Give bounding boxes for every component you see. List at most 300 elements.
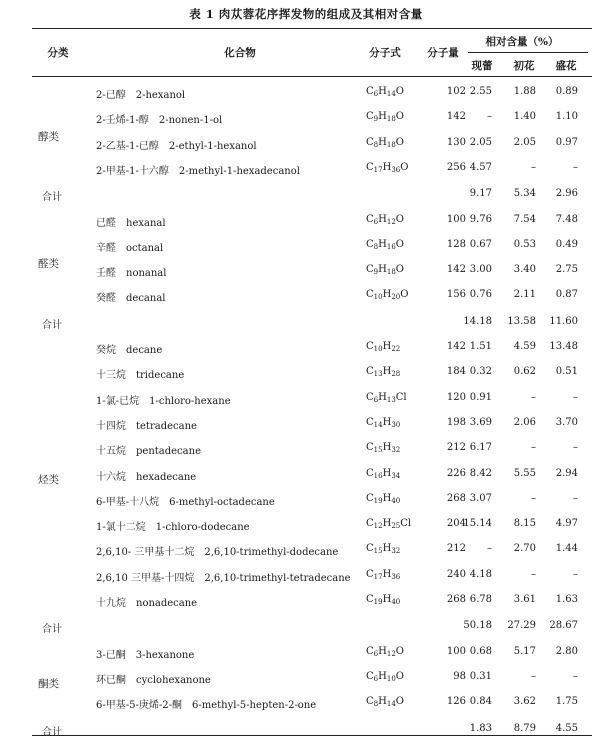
table-row — [0, 392, 612, 417]
compound-en: 2,6,10-trimethyl-dodecane — [204, 547, 339, 559]
compound-en: tetradecane — [136, 420, 197, 432]
total-early-bloom: 8.79 — [513, 722, 536, 734]
value-full-bloom: – — [573, 568, 578, 580]
formula-element: H — [382, 568, 392, 580]
compound-en: nonanal — [126, 268, 167, 280]
compound-cn: 癸烷 — [96, 345, 116, 356]
molecular-weight: 240 — [446, 568, 466, 580]
formula-count: 20 — [391, 293, 401, 302]
value-early-bloom: 5.55 — [513, 467, 536, 479]
compound-cn: 十三烷 — [96, 370, 126, 382]
compound-cn: 3-已酮 — [96, 649, 126, 661]
formula-count: 10 — [373, 293, 383, 302]
compound-name — [96, 86, 185, 101]
value-full-bloom: – — [573, 492, 578, 504]
table-row — [0, 137, 612, 162]
value-full-bloom: – — [573, 161, 578, 173]
formula-count: 28 — [391, 370, 401, 379]
compound-name — [96, 646, 194, 661]
value-bud: – — [487, 543, 492, 555]
compound-cn: 辛醛 — [96, 242, 116, 254]
formula-count: 15 — [373, 547, 383, 556]
formula-element: H — [378, 213, 387, 225]
compound-name — [96, 696, 316, 711]
compound-en: cyclohexanone — [136, 674, 211, 686]
formula-element: C — [366, 568, 374, 580]
compound-name — [96, 671, 211, 686]
formula-element: O — [400, 289, 409, 301]
formula-count: 14 — [373, 420, 383, 429]
compound-cn: 1-氯-已烷 — [96, 395, 140, 407]
table-row — [0, 111, 612, 136]
value-early-bloom: 0.53 — [513, 238, 536, 250]
compound-en: hexadecane — [136, 471, 197, 483]
formula-element: C — [366, 161, 374, 173]
formula-count: 8 — [373, 140, 379, 149]
molecular-formula — [366, 518, 411, 529]
header-full-bloom: 盛花 — [555, 60, 577, 72]
molecular-formula — [366, 493, 400, 504]
value-bud: 9.76 — [469, 213, 492, 225]
value-bud: 0.31 — [469, 670, 492, 682]
formula-count: 34 — [391, 471, 401, 480]
total-full-bloom: 28.67 — [549, 620, 578, 632]
molecular-formula — [366, 646, 404, 657]
compound-name — [96, 214, 166, 229]
value-early-bloom: – — [531, 568, 536, 580]
compound-name — [96, 518, 250, 533]
table-row — [0, 417, 612, 442]
bottom-rule — [32, 735, 592, 736]
value-bud: 2.55 — [469, 86, 492, 97]
compound-name — [96, 341, 162, 356]
formula-element: H — [382, 594, 392, 605]
formula-element: H — [382, 161, 392, 173]
compound-name — [96, 289, 165, 304]
formula-count: 18 — [386, 140, 396, 149]
compound-cn: 2-甲基-1-十六醇 — [96, 165, 169, 177]
molecular-formula — [366, 214, 404, 225]
compound-en: tridecane — [136, 370, 185, 382]
value-full-bloom: 1.75 — [555, 696, 578, 708]
compound-en: decane — [126, 345, 163, 356]
formula-element: H — [378, 391, 387, 403]
total-bud: 50.18 — [463, 620, 492, 632]
total-label: 合计 — [42, 624, 62, 636]
total-early-bloom: 13.58 — [507, 315, 536, 327]
value-bud: 0.67 — [469, 238, 492, 250]
compound-name — [96, 239, 163, 254]
total-full-bloom: 4.55 — [555, 722, 578, 734]
formula-count: 40 — [391, 598, 401, 606]
formula-count: 10 — [373, 345, 383, 353]
molecular-weight: 204 — [446, 518, 466, 530]
molecular-weight: 268 — [446, 492, 466, 504]
formula-element: O — [395, 111, 404, 123]
molecular-weight: 198 — [446, 416, 466, 428]
header-formula: 分子式 — [369, 47, 401, 59]
formula-count: 13 — [386, 395, 396, 404]
formula-element: C — [366, 111, 374, 123]
molecular-weight: 212 — [446, 442, 466, 454]
molecular-weight: 156 — [446, 289, 466, 301]
formula-element: C — [366, 366, 374, 378]
value-full-bloom: 0.87 — [555, 289, 578, 301]
total-row — [0, 620, 612, 645]
compound-en: 2-hexanol — [135, 90, 186, 101]
value-bud: 3.69 — [469, 416, 492, 428]
value-full-bloom: 0.89 — [555, 86, 578, 97]
total-label: 合计 — [42, 726, 62, 738]
total-bud: 1.83 — [469, 722, 492, 734]
total-bud: 9.17 — [469, 188, 492, 200]
value-full-bloom: 1.10 — [555, 111, 578, 123]
value-full-bloom: 0.49 — [555, 238, 578, 250]
compound-name — [96, 594, 197, 609]
compound-cn: 环已酮 — [96, 674, 126, 686]
molecular-weight: 212 — [446, 543, 466, 555]
formula-element: O — [395, 86, 404, 97]
value-bud: 0.68 — [469, 645, 492, 657]
category-label: 醛类 — [38, 258, 59, 271]
molecular-weight: 100 — [446, 213, 466, 225]
formula-count: 6 — [373, 90, 379, 98]
table-row — [0, 442, 612, 467]
table-row — [0, 671, 612, 696]
formula-element: H — [382, 442, 392, 454]
value-full-bloom: 2.80 — [555, 645, 578, 657]
formula-element: C — [366, 264, 374, 276]
formula-element: O — [395, 213, 404, 225]
formula-count: 6 — [373, 649, 379, 658]
total-row — [0, 188, 612, 213]
value-early-bloom: 7.54 — [513, 213, 536, 225]
formula-element: C — [366, 518, 374, 530]
compound-cn: 壬醛 — [96, 268, 116, 280]
molecular-formula — [366, 671, 404, 682]
value-early-bloom: 2.11 — [513, 289, 536, 301]
molecular-weight: 142 — [446, 111, 466, 123]
compound-cn: 癸醛 — [96, 293, 116, 305]
top-rule — [32, 28, 592, 29]
value-bud: 6.17 — [469, 442, 492, 454]
compound-cn: 十四烷 — [96, 420, 126, 432]
header-category: 分类 — [47, 47, 69, 59]
molecular-formula — [366, 417, 400, 428]
formula-element: C — [366, 136, 374, 148]
table-row — [0, 569, 612, 594]
formula-element: H — [382, 366, 392, 378]
molecular-weight: 226 — [446, 467, 466, 479]
value-bud: 0.91 — [469, 391, 492, 403]
compound-name — [96, 111, 222, 126]
value-early-bloom: 5.17 — [513, 645, 536, 657]
formula-element: Cl — [400, 518, 412, 530]
value-full-bloom: 1.44 — [555, 543, 578, 555]
compound-en: 6-methyl-5-hepten-2-one — [191, 700, 317, 712]
table-row — [0, 594, 612, 619]
compound-name — [96, 392, 231, 407]
formula-count: 9 — [373, 115, 379, 124]
molecular-weight: 184 — [446, 366, 466, 378]
formula-count: 32 — [391, 446, 401, 455]
value-early-bloom: – — [531, 391, 536, 403]
value-full-bloom: 7.48 — [555, 213, 578, 225]
formula-count: 8 — [373, 242, 379, 251]
compound-name — [96, 569, 351, 584]
total-label: 合计 — [42, 192, 62, 204]
formula-element: C — [366, 594, 374, 605]
value-bud: 8.42 — [469, 467, 492, 479]
compound-cn: 十九烷 — [96, 598, 126, 609]
formula-element: O — [395, 645, 404, 657]
formula-element: H — [378, 645, 387, 657]
formula-count: 14 — [386, 700, 396, 709]
value-full-bloom: – — [573, 442, 578, 454]
table-row — [0, 86, 612, 111]
formula-element: H — [378, 696, 387, 708]
formula-element: C — [366, 645, 374, 657]
formula-element: O — [395, 264, 404, 276]
value-early-bloom: 1.40 — [513, 111, 536, 123]
formula-element: C — [366, 238, 374, 250]
table-row — [0, 493, 612, 518]
molecular-formula — [366, 137, 404, 148]
value-bud: – — [487, 111, 492, 123]
compound-name — [96, 468, 196, 483]
molecular-weight: 128 — [446, 238, 466, 250]
molecular-formula — [366, 86, 404, 97]
compound-en: 2,6,10-trimethyl-tetradecane — [204, 572, 351, 584]
value-early-bloom: 0.62 — [513, 366, 536, 378]
compound-en: 1-chloro-hexane — [149, 395, 231, 407]
value-full-bloom: 0.97 — [555, 136, 578, 148]
header-compound: 化合物 — [224, 47, 256, 59]
total-early-bloom: 5.34 — [513, 188, 536, 200]
formula-count: 12 — [386, 649, 396, 658]
value-early-bloom: 2.05 — [513, 136, 536, 148]
category-label: 烃类 — [38, 474, 59, 487]
compound-en: 2-methyl-1-hexadecanol — [178, 165, 300, 177]
formula-count: 40 — [391, 496, 401, 505]
formula-element: C — [366, 289, 374, 301]
formula-element: H — [378, 111, 387, 123]
table-row — [0, 214, 612, 239]
header-sub-rule — [468, 52, 588, 53]
value-early-bloom: – — [531, 670, 536, 682]
molecular-formula — [366, 468, 400, 479]
value-bud: 3.00 — [469, 264, 492, 276]
compound-cn: 6-甲基-5-庚烯-2-酮 — [96, 700, 182, 712]
molecular-weight: 130 — [446, 136, 466, 148]
table-title: 表 1 肉苁蓉花序挥发物的组成及其相对含量 — [189, 7, 423, 21]
molecular-formula — [366, 239, 404, 250]
formula-element: H — [378, 136, 387, 148]
table-row — [0, 289, 612, 314]
value-bud: 6.78 — [469, 594, 492, 605]
formula-count: 17 — [373, 165, 383, 174]
molecular-weight: 100 — [446, 645, 466, 657]
formula-count: 10 — [386, 674, 396, 683]
formula-count: 30 — [391, 420, 401, 429]
formula-element: C — [366, 670, 374, 682]
compound-name — [96, 162, 300, 177]
total-full-bloom: 2.96 — [555, 188, 578, 200]
value-early-bloom: 8.15 — [513, 518, 536, 530]
value-early-bloom: 4.59 — [513, 341, 536, 352]
table-row — [0, 264, 612, 289]
compound-cn: 2,6,10 三甲基-十四烷 — [96, 572, 195, 584]
total-row — [0, 316, 612, 341]
value-full-bloom: 13.48 — [549, 341, 578, 352]
value-bud: 4.18 — [469, 568, 492, 580]
formula-count: 22 — [391, 345, 401, 353]
formula-count: 16 — [386, 242, 396, 251]
formula-count: 16 — [373, 471, 383, 480]
formula-count: 13 — [373, 370, 383, 379]
value-bud: 2.05 — [469, 136, 492, 148]
compound-en: 3-hexanone — [135, 649, 195, 661]
compound-en: 6-methyl-octadecane — [169, 496, 275, 508]
table-row — [0, 239, 612, 264]
formula-count: 6 — [373, 395, 379, 404]
formula-element: H — [382, 289, 392, 301]
compound-cn: 已醛 — [96, 217, 116, 229]
molecular-weight: 120 — [446, 391, 466, 403]
table-row — [0, 468, 612, 493]
formula-element: H — [382, 492, 392, 504]
formula-count: 32 — [391, 547, 401, 556]
formula-count: 12 — [373, 522, 383, 531]
molecular-formula — [366, 111, 404, 122]
formula-count: 12 — [386, 217, 396, 226]
formula-element: C — [366, 391, 374, 403]
formula-element: O — [395, 696, 404, 708]
compound-cn: 2,6,10- 三甲基十二烷 — [96, 547, 195, 559]
compound-en: nonadecane — [136, 598, 198, 609]
formula-count: 25 — [391, 522, 401, 531]
formula-count: 6 — [373, 674, 379, 683]
molecular-formula — [366, 341, 400, 352]
compound-en: 2-ethyl-1-hexanol — [168, 140, 257, 152]
molecular-weight: 142 — [446, 341, 466, 352]
formula-element: H — [382, 416, 392, 428]
value-full-bloom: – — [573, 670, 578, 682]
formula-element: C — [366, 86, 374, 97]
header-mw: 分子量 — [427, 47, 459, 59]
molecular-formula — [366, 569, 400, 580]
compound-cn: 2-已醇 — [96, 90, 126, 101]
compound-cn: 十六烷 — [96, 471, 126, 483]
value-bud: 0.84 — [469, 696, 492, 708]
molecular-formula — [366, 442, 400, 453]
molecular-formula — [366, 543, 400, 554]
formula-count: 19 — [373, 598, 383, 606]
compound-name — [96, 493, 275, 508]
formula-element: H — [378, 264, 387, 276]
formula-element: O — [395, 238, 404, 250]
formula-count: 36 — [391, 572, 401, 581]
compound-en: octanal — [126, 242, 164, 254]
formula-element: H — [382, 341, 392, 352]
formula-count: 18 — [386, 268, 396, 277]
compound-name — [96, 264, 166, 279]
total-label: 合计 — [42, 319, 62, 331]
compound-en: hexanal — [126, 217, 166, 229]
value-early-bloom: 3.62 — [513, 696, 536, 708]
formula-element: C — [366, 213, 374, 225]
compound-cn: 6-甲基-十八烷 — [96, 496, 160, 508]
table-row — [0, 341, 612, 366]
formula-element: H — [382, 518, 392, 530]
compound-name — [96, 137, 257, 152]
molecular-formula — [366, 696, 404, 707]
category-label: 醇类 — [38, 130, 59, 143]
value-full-bloom: 4.97 — [555, 518, 578, 530]
formula-count: 19 — [373, 496, 383, 505]
formula-element: Cl — [395, 391, 407, 403]
formula-element: H — [378, 238, 387, 250]
header-early-bloom: 初花 — [513, 60, 535, 72]
formula-count: 18 — [386, 115, 396, 124]
value-full-bloom: 1.63 — [555, 594, 578, 605]
value-full-bloom: 0.51 — [555, 366, 578, 378]
formula-element: H — [382, 543, 392, 555]
compound-cn: 2-乙基-1-已醇 — [96, 140, 159, 152]
molecular-formula — [366, 264, 404, 275]
value-bud: 4.57 — [469, 161, 492, 173]
compound-en: 2-nonen-1-ol — [158, 115, 223, 127]
value-early-bloom: – — [531, 442, 536, 454]
compound-name — [96, 442, 201, 457]
table-row — [0, 518, 612, 543]
molecular-formula — [366, 289, 408, 300]
value-bud: 3.07 — [469, 492, 492, 504]
molecular-weight: 268 — [446, 594, 466, 605]
formula-element: C — [366, 543, 374, 555]
formula-count: 14 — [386, 90, 396, 98]
compound-cn: 2-壬烯-1-醇 — [96, 115, 149, 127]
value-early-bloom: 3.61 — [513, 594, 536, 605]
value-early-bloom: 2.70 — [513, 543, 536, 555]
value-early-bloom: – — [531, 161, 536, 173]
molecular-weight: 98 — [453, 670, 466, 682]
value-bud: 15.14 — [463, 518, 492, 530]
compound-cn: 1-氯十二烷 — [96, 522, 146, 534]
header-bud: 现蕾 — [471, 60, 493, 72]
formula-element: C — [366, 416, 374, 428]
total-bud: 14.18 — [463, 315, 492, 327]
formula-element: H — [378, 670, 387, 682]
value-full-bloom: 2.94 — [555, 467, 578, 479]
formula-element: C — [366, 341, 374, 352]
value-early-bloom: 1.88 — [513, 86, 536, 97]
molecular-weight: 142 — [446, 264, 466, 276]
formula-element: H — [382, 467, 392, 479]
formula-count: 8 — [373, 700, 379, 709]
category-label: 酮类 — [38, 677, 59, 690]
molecular-formula — [366, 162, 408, 173]
formula-count: 9 — [373, 268, 379, 277]
value-early-bloom: 3.40 — [513, 264, 536, 276]
compound-en: decanal — [126, 293, 166, 305]
formula-element: O — [395, 136, 404, 148]
compound-name — [96, 366, 184, 381]
header-bottom-rule — [32, 76, 592, 77]
value-bud: 0.76 — [469, 289, 492, 301]
compound-en: pentadecane — [136, 446, 201, 458]
header-relative-content: 相对含量（%） — [485, 36, 559, 48]
